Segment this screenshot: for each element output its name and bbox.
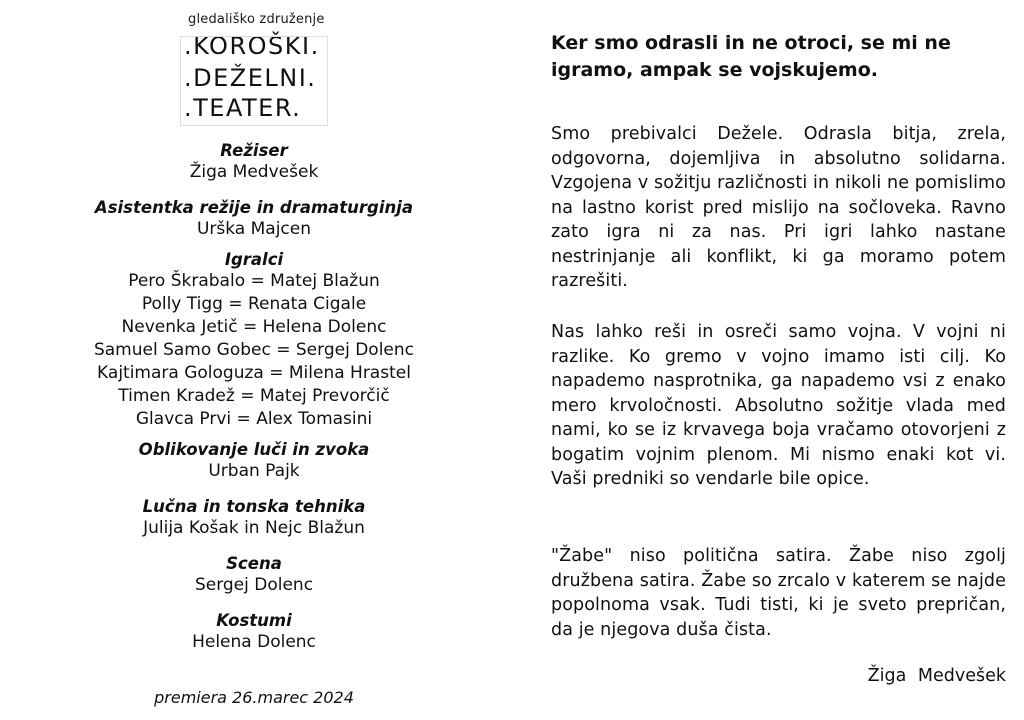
credit-person: Timen Kradež = Matej Prevorčič	[118, 386, 390, 406]
credit-actors	[46, 249, 462, 431]
credit-director	[46, 140, 462, 184]
article-paragraph: "Žabe" niso politična satira. Žabe niso zgolj družbena satira. Žabe so zrcalo v katerem se najde popolnoma vsak. Tudi tisti, ki je sveto prepričan, da je njegova duša čista.	[551, 546, 1006, 640]
premiere-date: premiera 26.marec 2024	[154, 688, 354, 707]
credit-person: Polly Tigg = Renata Cigale	[141, 294, 367, 314]
logo-line-teater: .TEATER.	[184, 94, 302, 122]
credit-technicians	[46, 496, 462, 540]
article-signature: Žiga Medvešek	[867, 666, 1006, 686]
credit-role: Kostumi	[216, 611, 292, 630]
logo-frame	[180, 36, 328, 126]
article-paragraph: Nas lahko reši in osreči samo vojna. V vojni ni razlike. Ko gremo v vojno imamo isti cilj. Ko napademo nasprotnika, ga napademo vsi z enako mero krvoločnosti. Absolutno sožitje vlada med nami, ko se iz krvavega boja vračamo otovorjeni z bogatim vojnim plenom. Mi nismo enaki kot vi. Vaši predniki so vendarle bile opice.	[551, 322, 1006, 489]
logo-line-koroski: .KOROŠKI.	[184, 32, 320, 60]
credit-role: Režiser	[220, 141, 288, 160]
article-paragraph: Smo prebivalci Dežele. Odrasla bitja, zrela, odgovorna, dojemljiva in absolutno solidarna. Vzgojena v sožitju različnosti in nikoli ne pomislimo na lastno korist pred mislijo na sočloveka. Ravno zato igra ni za nas. Pri igri lahko nastane nestrinjanje ali konflikt, ki ga moramo potem razrešiti.	[551, 124, 1006, 291]
credit-role: Oblikovanje luči in zvoka	[138, 440, 370, 459]
credit-assistant	[46, 197, 462, 241]
theater-logo	[180, 12, 330, 124]
article-headline: Ker smo odrasli in ne otroci, se mi ne igramo, ampak se vojskujemo.	[551, 32, 951, 81]
credit-person: Pero Škrabalo = Matej Blažun	[128, 271, 380, 291]
credit-person: Žiga Medvešek	[189, 162, 319, 182]
credit-set	[46, 553, 462, 597]
credit-lighting-sound	[46, 439, 462, 483]
credit-person: Helena Dolenc	[192, 632, 316, 652]
credit-role: Scena	[226, 554, 282, 573]
credit-costumes	[46, 610, 462, 654]
logo-line-dezelni: .DEŽELNI.	[184, 64, 317, 92]
credit-person: Julija Košak in Nejc Blažun	[143, 518, 365, 538]
credit-role: Asistentka režije in dramaturginja	[94, 198, 414, 217]
logo-subtitle: gledališko združenje	[188, 12, 325, 27]
credit-person: Kajtimara Gologuza = Milena Hrastel	[97, 363, 411, 383]
credit-person: Glavca Prvi = Alex Tomasini	[135, 409, 373, 429]
credit-person: Urban Pajk	[208, 461, 300, 481]
article	[551, 30, 1006, 686]
credit-role: Igralci	[224, 250, 284, 269]
credit-person: Urška Majcen	[196, 219, 312, 239]
credit-role: Lučna in tonska tehnika	[142, 497, 366, 516]
credit-person: Samuel Samo Gobec = Sergej Dolenc	[93, 340, 415, 360]
credit-person: Sergej Dolenc	[194, 575, 314, 595]
credit-person: Nevenka Jetič = Helena Dolenc	[121, 317, 387, 337]
credits-list	[46, 140, 462, 654]
